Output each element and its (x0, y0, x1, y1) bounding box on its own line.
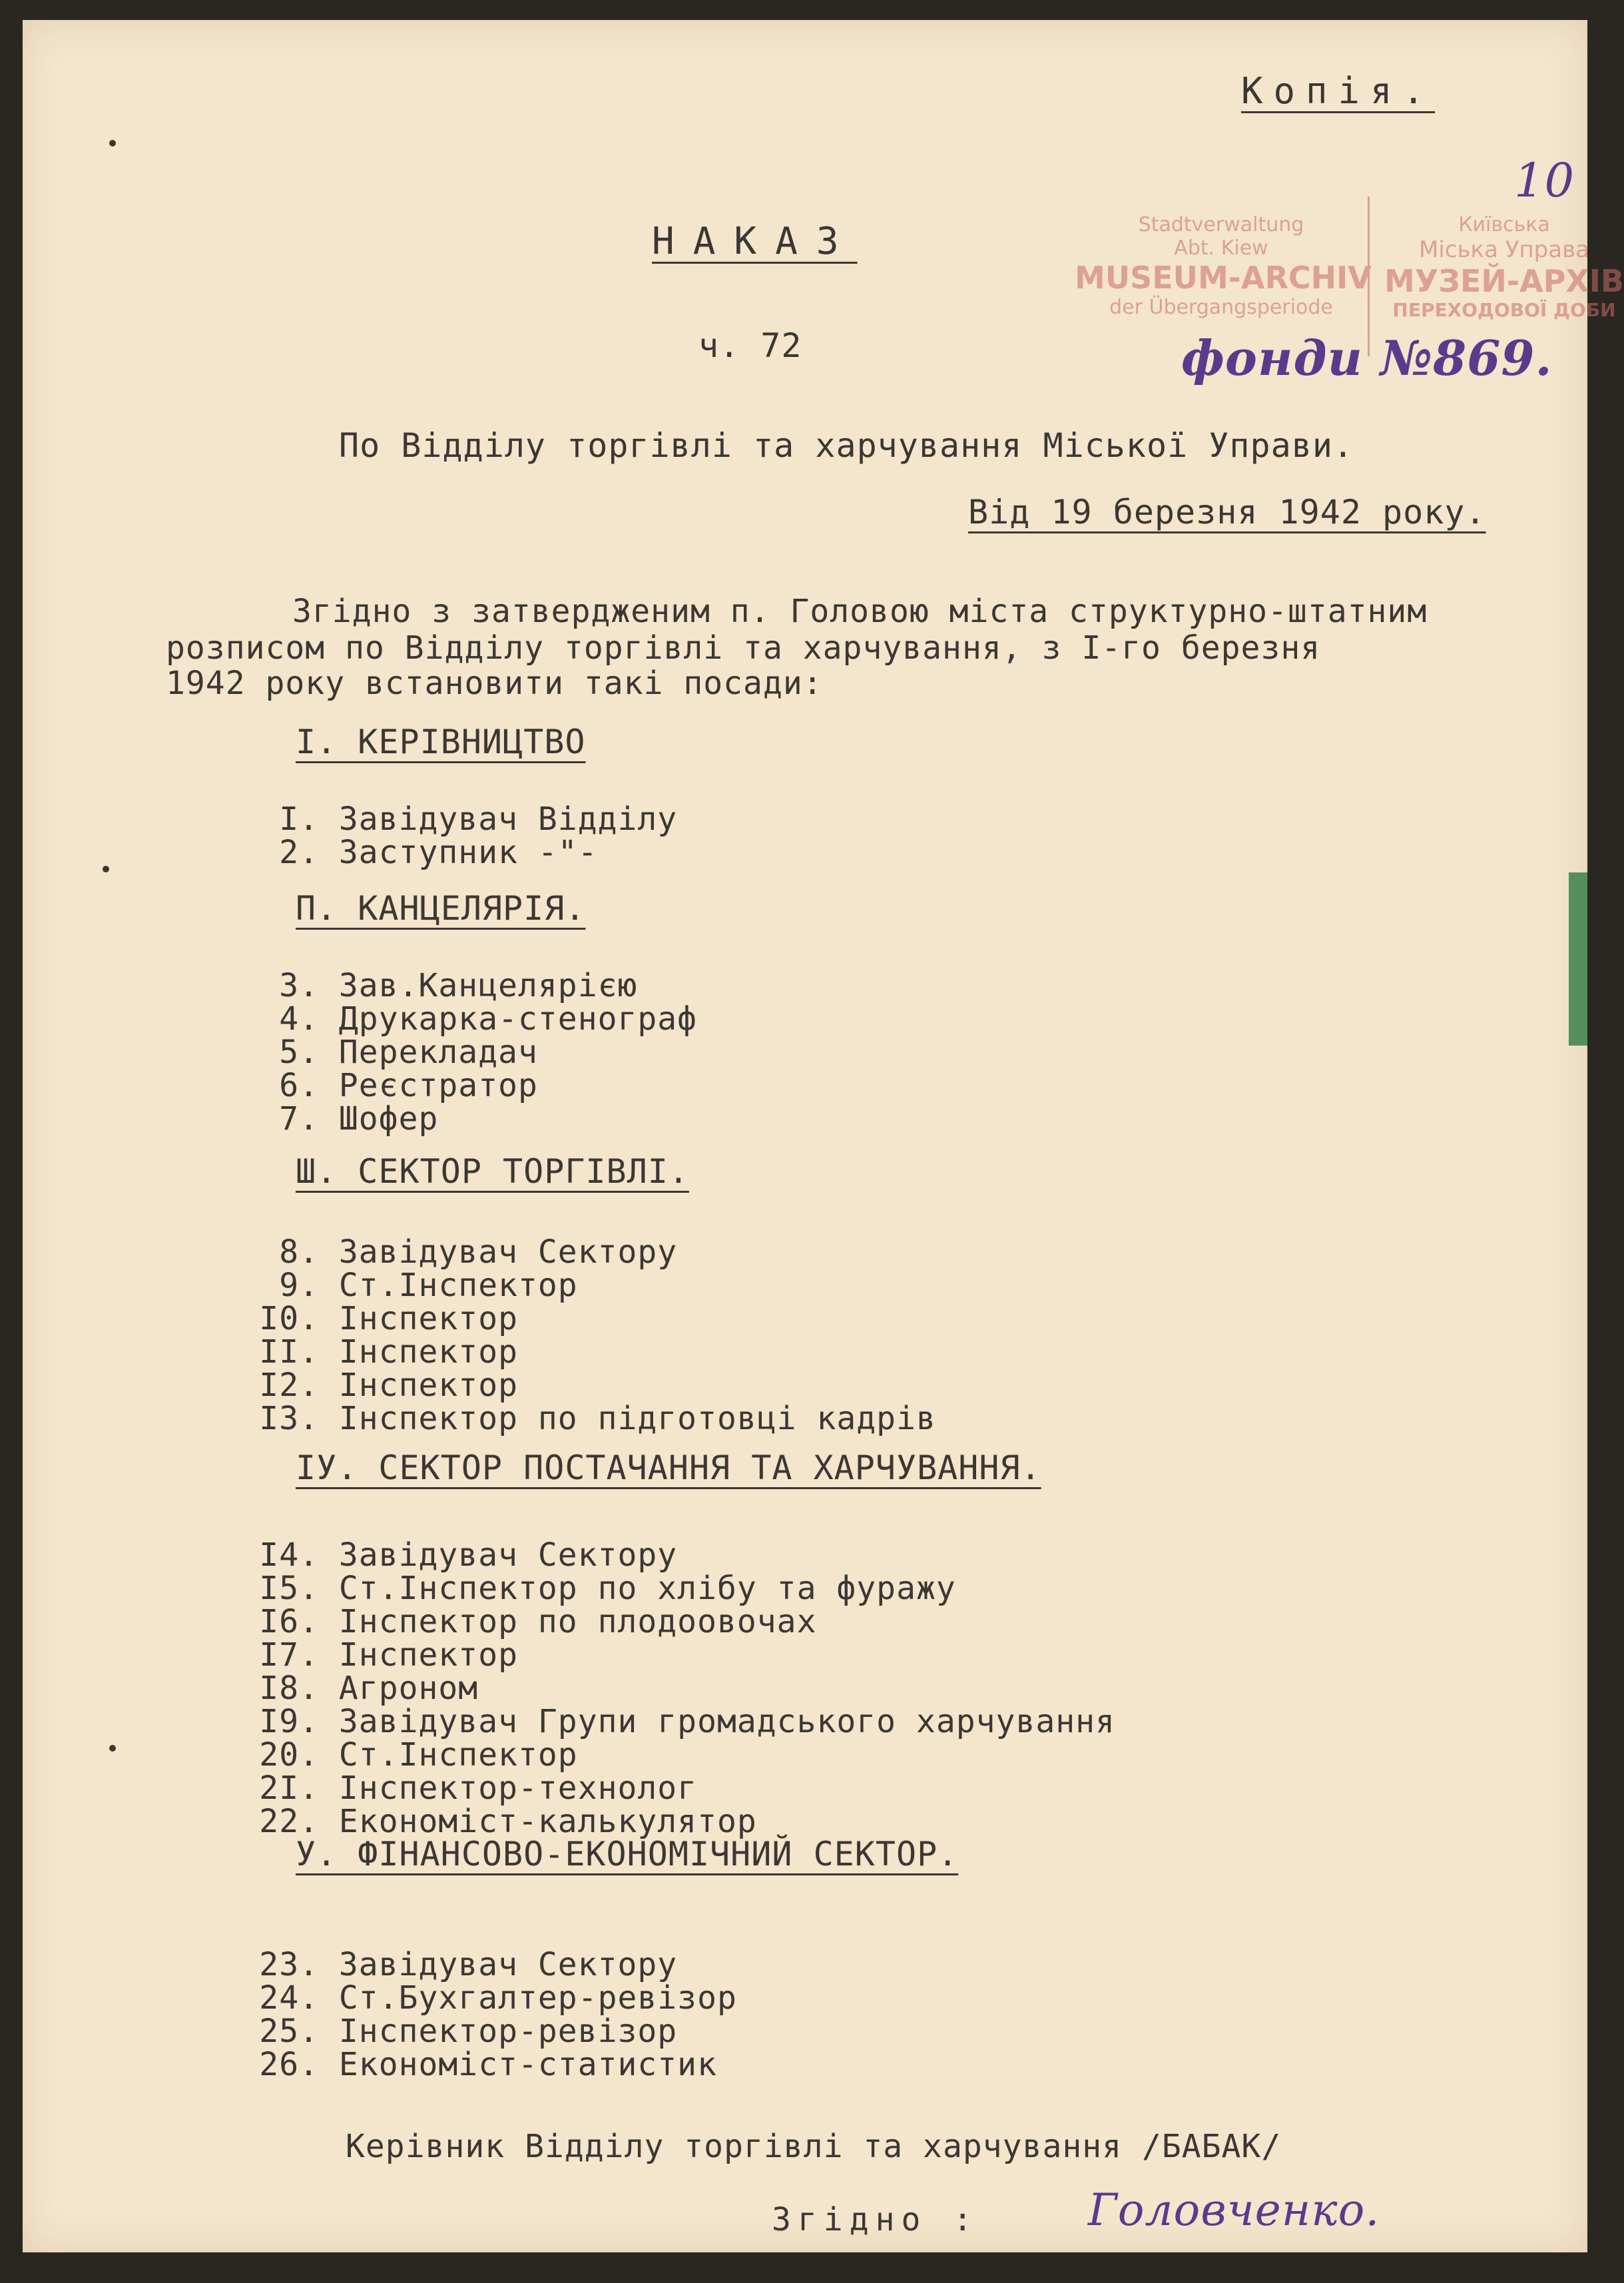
position-title: Заступник -"- (338, 834, 598, 871)
position-title: Шофер (338, 1100, 439, 1138)
position-number: 9. (279, 1267, 319, 1304)
position-item (226, 2048, 717, 2081)
position-number: 25. (259, 2013, 319, 2050)
position-title: Завідувач Сектору (338, 1233, 678, 1271)
section-heading: ІУ. СЕКТОР ПОСТАЧАННЯ ТА ХАРЧУВАННЯ. (296, 1449, 1041, 1487)
position-item (226, 969, 637, 1002)
document-title: НАКАЗ (652, 220, 858, 263)
position-item (226, 1672, 478, 1705)
position-title: Інспектор (338, 1367, 518, 1404)
position-title: Завідувач Сектору (338, 1946, 678, 1983)
position-title: Інспектор-технолог (338, 1770, 698, 1807)
position-title: Реєстратор (338, 1067, 538, 1104)
position-number: І8. (259, 1670, 319, 1707)
position-number: 24. (259, 1979, 319, 2017)
position-number: 2І. (259, 1770, 319, 1807)
position-title: Завідувач Відділу (338, 801, 678, 838)
archive-number: 10 (1514, 153, 1575, 208)
position-item (226, 1738, 578, 1772)
position-item (226, 1036, 538, 1069)
position-number: 7. (279, 1100, 319, 1138)
position-title: Економіст-калькулятор (338, 1803, 757, 1840)
intro-line-3: 1942 року встановити такі посади: (166, 665, 823, 702)
position-item (226, 1269, 578, 1302)
position-number: І. (279, 801, 319, 838)
copy-label: Копія. (1241, 70, 1436, 112)
position-item (226, 1235, 677, 1269)
position-title: Інспектор (338, 1333, 518, 1371)
position-number: І6. (259, 1603, 319, 1640)
position-item (226, 1302, 518, 1335)
stamp-right: Київська Міська Управа МУЗЕЙ-АРХІВ ПЕРЕХОДОВОЇ ДОБИ (1384, 213, 1624, 321)
position-number: 20. (259, 1736, 319, 1774)
position-title: Економіст-статистик (338, 2046, 717, 2083)
section-heading: П. КАНЦЕЛЯРІЯ. (296, 889, 586, 928)
position-title: Ст.Інспектор (338, 1736, 578, 1774)
punch-mark (109, 140, 116, 147)
punch-mark (103, 866, 109, 872)
position-title: Зав.Канцелярією (338, 967, 638, 1004)
position-title: Друкарка-стенограф (338, 1000, 698, 1038)
position-item (226, 1705, 1115, 1738)
position-number: 6. (279, 1067, 319, 1104)
position-title: Інспектор (338, 1300, 518, 1337)
position-title: Інспектор по підготовці кадрів (338, 1400, 936, 1437)
position-item (226, 1102, 438, 1136)
position-number: 2. (279, 834, 319, 871)
section-heading: У. ФІНАНСОВО-ЕКОНОМІЧНИЙ СЕКТОР. (296, 1835, 959, 1873)
position-number: 3. (279, 967, 319, 1004)
agreed-signature: Головченко. (1088, 2184, 1380, 2236)
position-number: І0. (259, 1300, 319, 1337)
section-heading: Ш. СЕКТОР ТОРГІВЛІ. (296, 1152, 689, 1191)
position-item (226, 1335, 518, 1369)
position-title: Завідувач Групи громадського харчування (338, 1703, 1115, 1740)
position-title: Інспектор-ревізор (338, 2013, 678, 2050)
position-number: І5. (259, 1570, 319, 1607)
position-title: Завідувач Сектору (338, 1536, 678, 1574)
position-title: Ст.Бухгалтер-ревізор (338, 1979, 737, 2017)
position-item (226, 1402, 936, 1435)
position-item (226, 1369, 518, 1402)
position-number: І7. (259, 1636, 319, 1674)
position-item (226, 1002, 697, 1036)
stamp-left: Stadtverwaltung Abt. Kiew MUSEUM-ARCHIV der Übergangsperiode (1075, 196, 1370, 356)
agreed-label: Згідно : (772, 2201, 979, 2238)
position-number: 5. (279, 1034, 319, 1071)
document-page (23, 20, 1624, 2252)
position-title: Інспектор (338, 1636, 518, 1674)
position-number: І2. (259, 1367, 319, 1404)
punch-mark (109, 1745, 116, 1752)
position-title: Агроном (338, 1670, 479, 1707)
position-item (226, 2015, 677, 2048)
position-item (226, 1772, 697, 1805)
position-title: Перекладач (338, 1034, 538, 1071)
order-number: ч. 72 (698, 326, 802, 365)
intro-line-2: розписом по Відділу торгівлі та харчування, з І-го березня (166, 629, 1321, 667)
order-date: Від 19 березня 1942 року. (968, 493, 1486, 531)
page-edge-strip (1569, 872, 1587, 1046)
position-number: І9. (259, 1703, 319, 1740)
position-number: ІІ. (259, 1333, 319, 1371)
position-item (226, 1572, 956, 1605)
position-item (226, 1948, 677, 1981)
position-number: І3. (259, 1400, 319, 1437)
position-item (226, 1981, 737, 2015)
position-item (226, 1538, 677, 1572)
signature-line: Керівник Відділу торгівлі та харчування /БАБАК/ (346, 2128, 1282, 2165)
position-number: 8. (279, 1233, 319, 1271)
position-item (226, 1638, 518, 1672)
position-number: І4. (259, 1536, 319, 1574)
position-title: Ст.Інспектор по хлібу та фуражу (338, 1570, 956, 1607)
department-line: По Відділу торгівлі та харчування Міської Управи. (339, 426, 1354, 465)
fund-annotation: фонди №869. (1181, 330, 1553, 386)
position-item (226, 1069, 538, 1102)
position-item (226, 803, 677, 836)
position-number: 4. (279, 1000, 319, 1038)
position-item (226, 1805, 757, 1838)
position-item (226, 836, 598, 869)
intro-line-1: Згідно з затвердженим п. Головою міста структурно-штатним (292, 593, 1428, 630)
section-heading: І. КЕРІВНИЦТВО (296, 723, 586, 761)
position-item (226, 1605, 816, 1638)
position-number: 22. (259, 1803, 319, 1840)
position-number: 23. (259, 1946, 319, 1983)
position-title: Інспектор по плодоовочах (338, 1603, 817, 1640)
position-title: Ст.Інспектор (338, 1267, 578, 1304)
position-number: 26. (259, 2046, 319, 2083)
